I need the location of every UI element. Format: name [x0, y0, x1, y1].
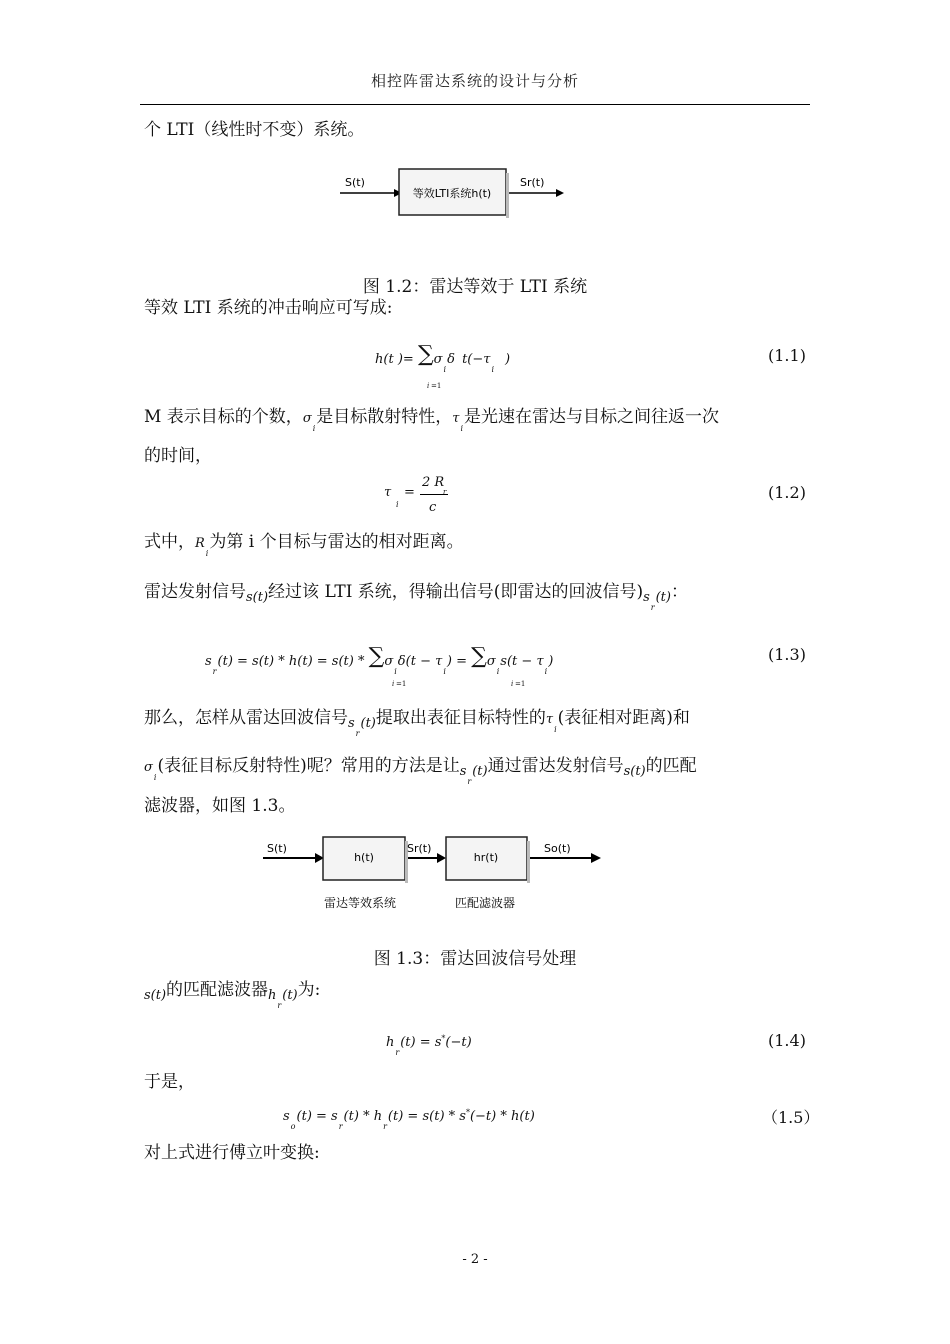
- paragraph-thus: 于是，: [144, 1072, 195, 1092]
- text-segment: 式中，: [144, 532, 195, 552]
- equation-1-1: h(t )= $\sum\sigma_i\delta$ $t(-\tau_i)$ i =1: [375, 342, 511, 390]
- output-arrowhead: [556, 189, 564, 197]
- paragraph-question-line2: $\sigma_i$(表征目标反射特性)呢？常用的方法是让$_{s_r(t)}$通过雷达发射信号$_{s(t)}$的匹配: [144, 756, 697, 786]
- figure-1-3-caption: 图 1.3：雷达回波信号处理: [373, 949, 577, 969]
- paragraph-target-params: M 表示目标的个数，$\sigma_i$是目标散射特性，$\tau_i$是光速在雷达与目标之间往返一次: [144, 407, 720, 433]
- figure-lti-diagram: [330, 165, 580, 227]
- figure-1-2-caption: 图 1.2：雷达等效于 LTI 系统: [362, 277, 588, 297]
- equation-1-5: $s_o(t) = s_r(t) * h_r(t) = s(t) * s^*(-t) * h(t)$: [283, 1108, 535, 1131]
- text-segment: 经过该 LTI 系统，得输出信号(即雷达的回波信号): [268, 582, 644, 602]
- text-segment: 雷达发射信号: [144, 582, 246, 602]
- text-segment: (表征相对距离)和: [557, 708, 690, 728]
- text-segment: M 表示目标的个数，: [144, 407, 303, 427]
- paragraph-lti-intro: 个 LTI（线性时不变）系统。: [144, 120, 365, 140]
- output-arrowhead: [591, 853, 601, 863]
- equation-1-4: $h_r(t) = s^*(-t)$: [386, 1034, 472, 1057]
- header-rule: [140, 104, 810, 105]
- box-label: 等效LTI系统h(t): [412, 187, 492, 200]
- equation-number-1-4: (1.4): [768, 1031, 806, 1050]
- box2-caption: 匹配滤波器: [454, 896, 516, 910]
- paragraph-distance: 式中，$R_i$为第 i 个目标与雷达的相对距离。: [144, 532, 464, 558]
- paragraph-question-line3: 滤波器，如图 1.3。: [144, 796, 296, 816]
- figure-matched-filter-diagram: [255, 830, 610, 915]
- text-segment: 那么，怎样从雷达回波信号: [144, 708, 348, 728]
- paragraph-output-signal: 雷达发射信号$_{s(t)}$经过该 LTI 系统，得输出信号(即雷达的回波信号)$_{s_r(t)}$：: [144, 582, 688, 612]
- text-segment: 为:: [297, 980, 321, 1000]
- paragraph-fourier: 对上式进行傅立叶变换:: [144, 1143, 320, 1163]
- mid-label: Sr(t): [407, 842, 432, 855]
- text-segment: 的匹配滤波器: [166, 980, 269, 1000]
- paragraph-question-line1: 那么，怎样从雷达回波信号$_{s_r(t)}$提取出表征目标特性的$\tau_i$(表征相对距离)和: [144, 708, 690, 738]
- box1-caption: 雷达等效系统: [323, 896, 397, 910]
- input-label: S(t): [267, 842, 287, 855]
- equation-1-3: $s_r(t) = s(t) * h(t) = s(t) * \sum\sigma_i\delta(t - \tau_i) = \sum\sigma_is(t - \tau_i)$ i =1 i =1: [205, 644, 554, 688]
- text-segment: 为第 i 个目标与雷达的相对距离。: [209, 532, 464, 552]
- text-segment: (表征目标反射特性)呢？常用的方法是让: [157, 756, 460, 776]
- input-label: S(t): [345, 176, 365, 189]
- middle-arrowhead: [437, 853, 446, 863]
- running-header: 相控阵雷达系统的设计与分析: [370, 72, 579, 90]
- box-shadow: [506, 173, 509, 218]
- equation-1-2: τ i = 2 R r c: [384, 475, 447, 515]
- paragraph-time: 的时间，: [144, 446, 212, 466]
- text-segment: 通过雷达发射信号: [487, 756, 624, 776]
- text-segment: 提取出表征目标特性的: [375, 708, 546, 728]
- box1-label: h(t): [354, 851, 374, 864]
- output-label: So(t): [544, 842, 571, 855]
- box-shadow: [527, 841, 530, 883]
- paragraph-matched-filter: $_{s(t)}$的匹配滤波器$_{h_r(t)}$为:: [144, 980, 321, 1010]
- text-segment: ：: [670, 582, 688, 602]
- equation-number-1-2: (1.2): [768, 483, 806, 502]
- output-label: Sr(t): [520, 176, 545, 189]
- text-segment: 是光速在雷达与目标之间往返一次: [464, 407, 720, 427]
- equation-number-1-3: (1.3): [768, 645, 806, 664]
- box2-label: hr(t): [473, 851, 499, 864]
- equation-number-1-5: （1.5）: [762, 1108, 820, 1127]
- text-segment: 的匹配: [645, 756, 697, 776]
- paragraph-impulse-response: 等效 LTI 系统的冲击响应可写成:: [144, 298, 393, 318]
- page-number: - 2 -: [462, 1252, 488, 1267]
- text-segment: 是目标散射特性，: [316, 407, 453, 427]
- equation-number-1-1: (1.1): [768, 346, 806, 365]
